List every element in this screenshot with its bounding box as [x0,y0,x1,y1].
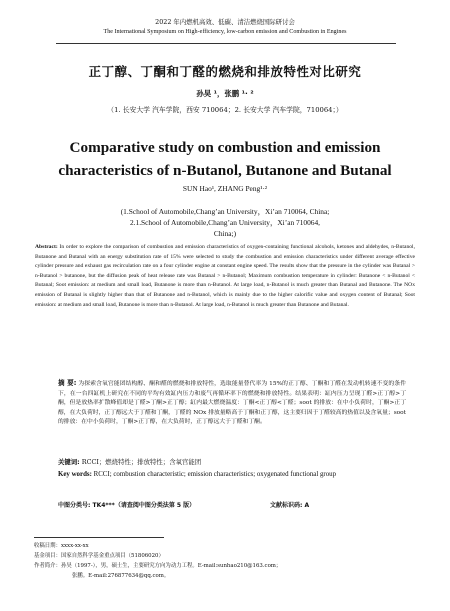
abstract-cn-label: 摘 要: [58,379,77,387]
classification-number: 中图分类号: TK4***（请查阅中图分类法第 5 版） [58,502,196,509]
keywords-en-label: Key words: [58,471,92,478]
title-cn: 正丁醇、丁酮和丁醛的燃烧和排放特性对比研究 [88,64,362,79]
keywords-cn [58,457,406,466]
footnote-rule [34,537,164,538]
abstract-text: In order to explore the comparison of combustion and emission characteristics of oxygen-containing functional alcohols, ketones and aldehydes, n-Butanol, Butanone and Butanal with an energy substitution rate of 15% were selected to study the combustion and emission characteristics under different average effective cylinder pressure and exhaust gas recirculation rate on a four cylinder engine at constant engine speed. The results show that the pressure in the cylinder was Butanal > n-Butanol > butanone, but the diffusion peak of heat release rate was Butanal > n-Butanol; Maximum combustion temperature in cylinder: Butanone < n-Butanol < Butanal; Soot emission: at medium and small load, Butanone is more than n-Butanol. At large load, n-Butanol is much greater than Butanal and Butanone. The NOx emission of Butanal is slightly higher than that of Butanone and n-Butanol, which is mainly due to the higher calorific value and oxygen content of Butanal; Soot emission: at medium and small load, Butanone is more than n-Butanol. At large load, n-Butanol is much greater than Butanone and Butanal. [35,244,415,308]
footnote-funding: 基金项目：国家自然科学基金重点项目（51806020） [34,553,164,559]
abstract-label: Abstract: [35,244,58,250]
abstract-en [35,243,415,310]
footnote-author-bio: 作者简介：孙昊（1997-），男，硕士生，主要研究方向为动力工程。E-mail:sunhao210@163.com； [34,563,282,569]
title-en: Comparative study on combustion and emission characteristics of n-Butanol, Butanone and Butanal [58,139,392,179]
footnote-author-contact: 张鹏。E-mail:276877634@qq.com。 [72,573,170,579]
keywords-cn-label: 关键词: [58,458,80,466]
abstract-cn-text: 为探索含氧官能团结构醇、酮和醛的燃烧和排放特性，选取能量替代率为 15%的正丁醇、丁酮和丁醛在发动机转速不变的条件下，在一台四缸机上研究在不同的平均有效缸内压力和废气再循环率下的燃烧和排放特性。结果表明：缸内压力呈现丁醛>正丁醇>丁酮，但是放热率扩散峰值却是丁醛>丁酮>正丁醇；缸内最大燃烧温度：丁酮<正丁醇<丁醛；soot 的排放：在中小负荷时，丁酮>正丁醇，在大负荷时，正丁醇远大于丁醛和丁酮，丁醛的 NOx 排放量略高于丁酮和正丁醇，这主要归因于丁醛较高的热值以及含氧量；soot 的排放：在中小负荷时，丁酮>正丁醇，在大负荷时，正丁醇远大于丁醛和丁酮。 [58,381,406,426]
keywords-en-text: RCCI; combustion characteristic; emission characteristics; oxygenated functional group [93,471,337,478]
abstract-cn [58,379,406,428]
affiliation-en: (1.School of Automobile,Chang’an University，Xi’an 710064, China; 2.1.School of Automobile,Chang’an University，Xi’an 710064, China;) [120,207,330,238]
affiliation-cn: （1. 长安大学 汽车学院，西安 710064；2. 长安大学 汽车学院，710064；） [107,106,343,114]
running-header-en: The International Symposium on High-efficiency, low-carbon emission and Combustion in Engines [103,29,347,35]
header-rule [56,43,396,44]
authors-en: SUN Hao¹, ZHANG Peng¹·² [182,184,268,193]
document-code: 文献标识码: A [270,502,310,509]
footnote-received: 收稿日期：xxxx-xx-xx [34,543,89,549]
running-header-cn: 2022 年内燃机高效、低碳、清洁燃烧国际研讨会 [155,18,295,26]
keywords-cn-text: RCCI；燃烧特性；排放特性；含氧官能团 [81,458,202,466]
authors-cn: 孙昊 ¹，张鹏 ¹· ² [196,89,254,98]
keywords-en [58,471,418,478]
